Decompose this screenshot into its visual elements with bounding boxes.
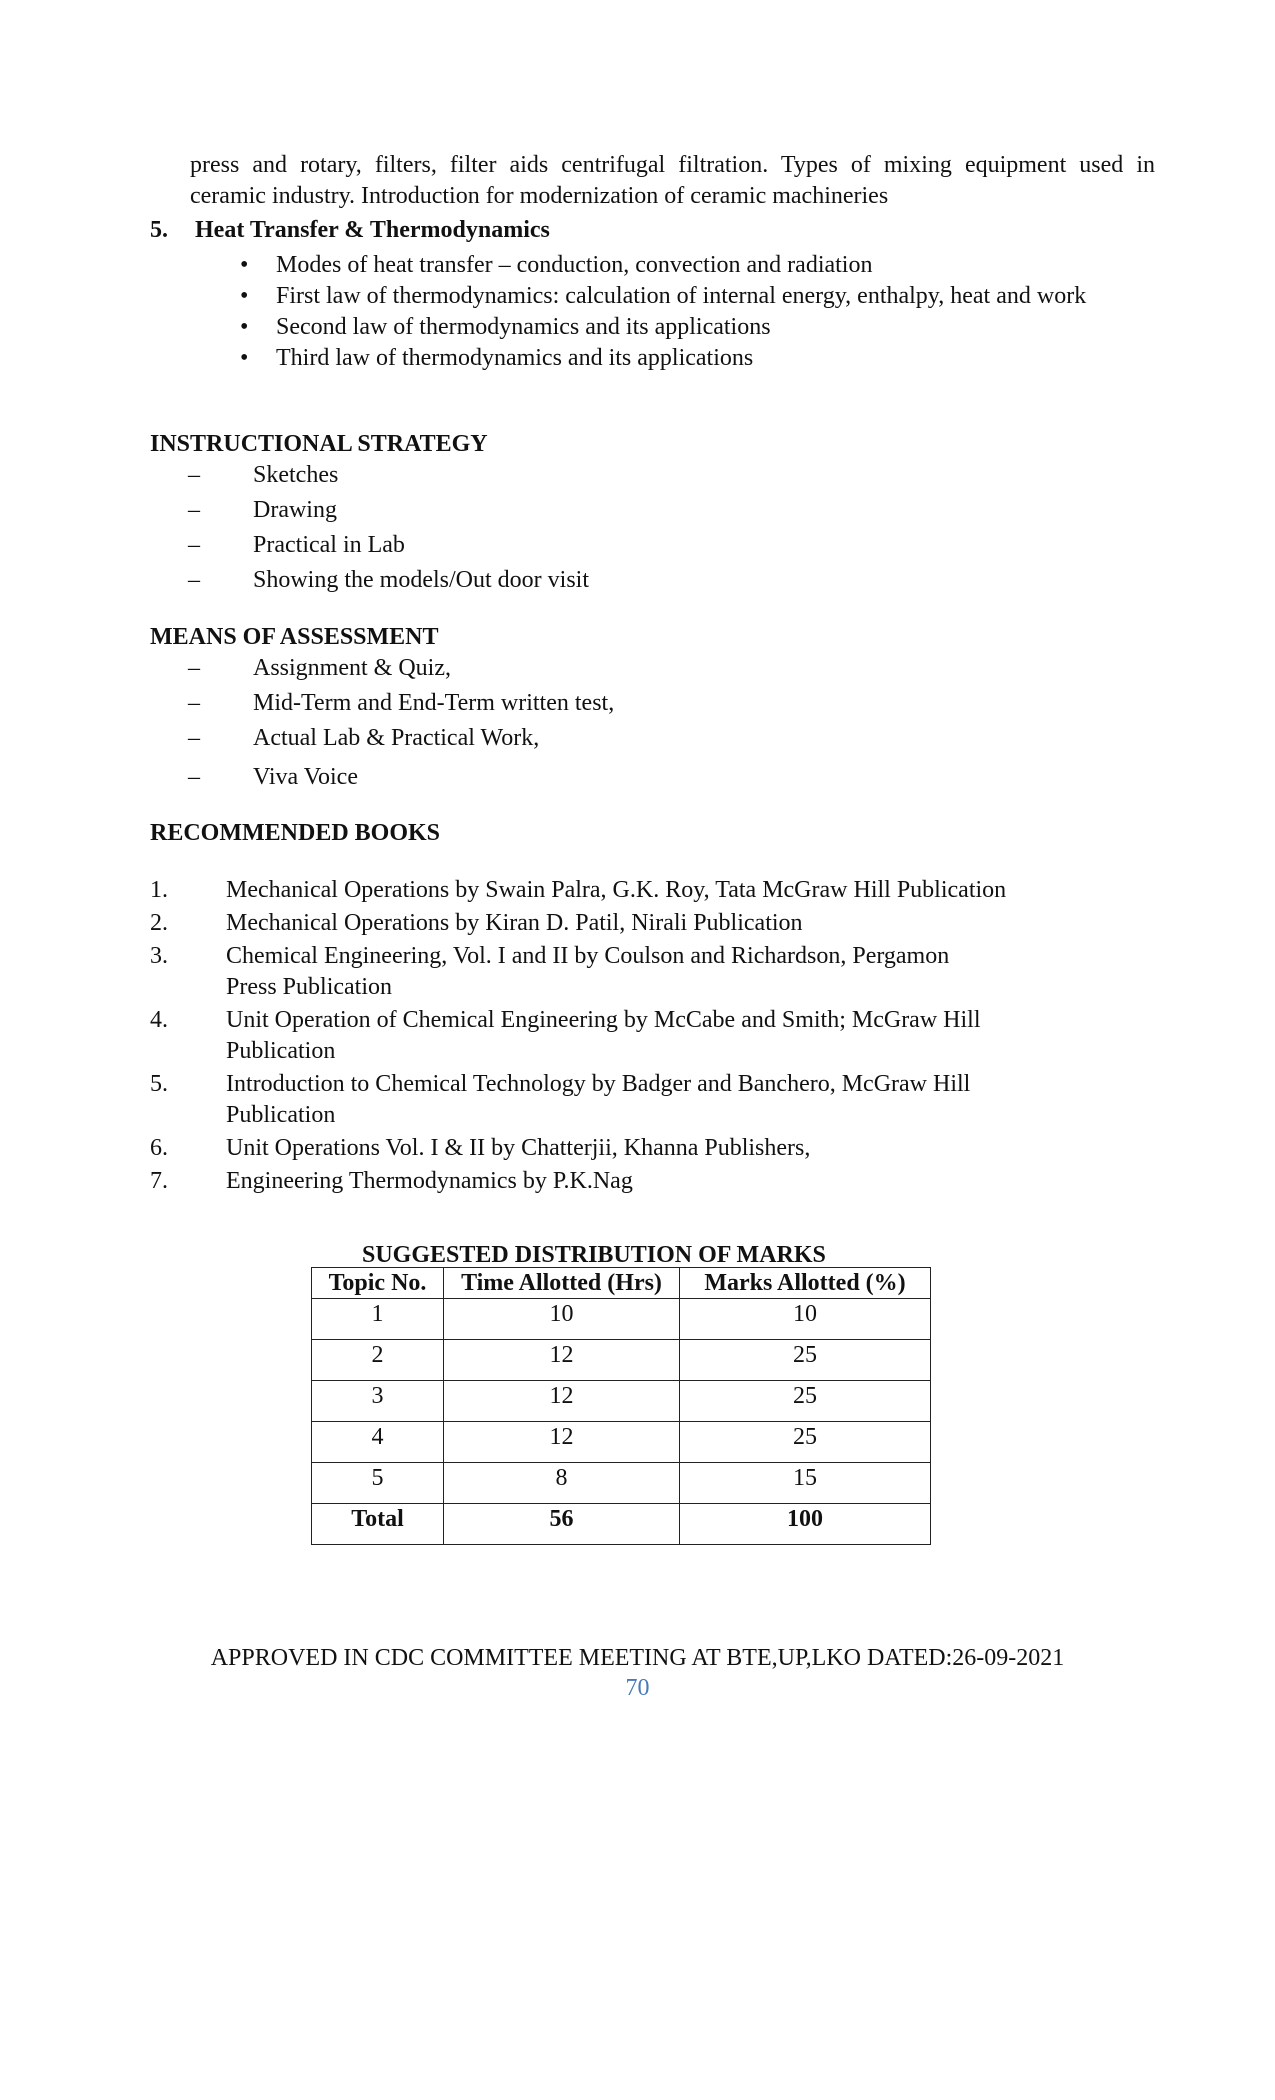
marks-distribution-table <box>311 1267 931 1545</box>
table-cell: 56 <box>444 1504 680 1545</box>
bullet-icon: • <box>240 283 249 309</box>
section-5-number: 5. <box>150 217 168 243</box>
list-item: – Drawing <box>150 495 589 530</box>
column-header: Time Allotted (Hrs) <box>444 1268 680 1299</box>
bullet-icon: • <box>240 345 249 371</box>
table-header-row <box>312 1268 931 1299</box>
approval-footer: APPROVED IN CDC COMMITTEE MEETING AT BTE,UP,LKO DATED:26-09-2021 <box>210 1645 1065 1671</box>
intro-line-2: ceramic industry. Introduction for modernization of ceramic machineries <box>190 183 889 209</box>
list-item: 4. Unit Operation of Chemical Engineering by McCabe and Smith; McGraw Hill Publication <box>150 1007 981 1064</box>
list-item: 2. Mechanical Operations by Kiran D. Patil, Nirali Publication <box>150 910 803 936</box>
list-item: – Assignment & Quiz, <box>150 653 614 688</box>
table-cell: 3 <box>312 1381 444 1422</box>
column-header: Marks Allotted (%) <box>680 1268 931 1299</box>
intro-paragraph <box>190 150 1155 212</box>
table-row <box>312 1381 931 1422</box>
table-cell: 25 <box>680 1340 931 1381</box>
table-cell: 1 <box>312 1299 444 1340</box>
dash-icon: – <box>188 497 200 523</box>
list-item: 6. Unit Operations Vol. I & II by Chatterjii, Khanna Publishers, <box>150 1135 811 1161</box>
list-item: • Second law of thermodynamics and its applications <box>240 312 1086 343</box>
dash-icon: – <box>188 764 200 790</box>
list-item: • Modes of heat transfer – conduction, convection and radiation <box>240 250 1086 281</box>
table-cell: 5 <box>312 1463 444 1504</box>
table-row <box>312 1299 931 1340</box>
list-item: – Showing the models/Out door visit <box>150 565 589 600</box>
list-item: – Mid-Term and End-Term written test, <box>150 688 614 723</box>
table-row <box>312 1422 931 1463</box>
table-cell: 12 <box>444 1340 680 1381</box>
table-row <box>312 1340 931 1381</box>
table-cell: Total <box>312 1504 444 1545</box>
section-5-title: Heat Transfer & Thermodynamics <box>195 217 550 243</box>
bullet-icon: • <box>240 314 249 340</box>
means-of-assessment-heading: MEANS OF ASSESSMENT <box>150 624 439 650</box>
dash-icon: – <box>188 532 200 558</box>
dash-icon: – <box>188 655 200 681</box>
table-cell: 100 <box>680 1504 931 1545</box>
table-cell: 25 <box>680 1381 931 1422</box>
dash-icon: – <box>188 462 200 488</box>
table-row <box>312 1463 931 1504</box>
table-cell: 4 <box>312 1422 444 1463</box>
list-item: • First law of thermodynamics: calculation of internal energy, enthalpy, heat and work <box>240 281 1086 312</box>
list-item: – Actual Lab & Practical Work, <box>150 723 614 762</box>
section-5-bullet-list <box>240 250 1086 374</box>
list-item: 5. Introduction to Chemical Technology by Badger and Banchero, McGraw Hill Publication <box>150 1071 971 1128</box>
table-total-row <box>312 1504 931 1545</box>
intro-line-1: press and rotary, filters, filter aids centrifugal filtration. Types of mixing equipment used in <box>190 152 1155 178</box>
marks-table-title: SUGGESTED DISTRIBUTION OF MARKS <box>362 1242 826 1268</box>
dash-icon: – <box>188 567 200 593</box>
table-cell: 15 <box>680 1463 931 1504</box>
column-header: Topic No. <box>312 1268 444 1299</box>
list-item: – Sketches <box>150 460 589 495</box>
instructional-strategy-list <box>150 460 589 600</box>
table-cell: 2 <box>312 1340 444 1381</box>
recommended-books-list <box>150 875 1100 1199</box>
list-item: 1. Mechanical Operations by Swain Palra, G.K. Roy, Tata McGraw Hill Publication <box>150 877 1007 903</box>
list-item: – Practical in Lab <box>150 530 589 565</box>
means-of-assessment-list <box>150 653 614 797</box>
instructional-strategy-heading: INSTRUCTIONAL STRATEGY <box>150 431 488 457</box>
list-item: 7. Engineering Thermodynamics by P.K.Nag <box>150 1168 633 1194</box>
dash-icon: – <box>188 690 200 716</box>
table-cell: 12 <box>444 1422 680 1463</box>
dash-icon: – <box>188 725 200 751</box>
table-cell: 10 <box>680 1299 931 1340</box>
table-cell: 25 <box>680 1422 931 1463</box>
section-5-heading <box>150 215 550 246</box>
recommended-books-heading: RECOMMENDED BOOKS <box>150 820 441 846</box>
table-cell: 10 <box>444 1299 680 1340</box>
list-item: – Viva Voice <box>150 762 614 797</box>
page-number: 70 <box>625 1675 650 1701</box>
list-item: • Third law of thermodynamics and its applications <box>240 343 1086 374</box>
list-item: 3. Chemical Engineering, Vol. I and II by Coulson and Richardson, Pergamon Press Publication <box>150 943 950 1000</box>
table-cell: 12 <box>444 1381 680 1422</box>
bullet-icon: • <box>240 252 249 278</box>
table-cell: 8 <box>444 1463 680 1504</box>
